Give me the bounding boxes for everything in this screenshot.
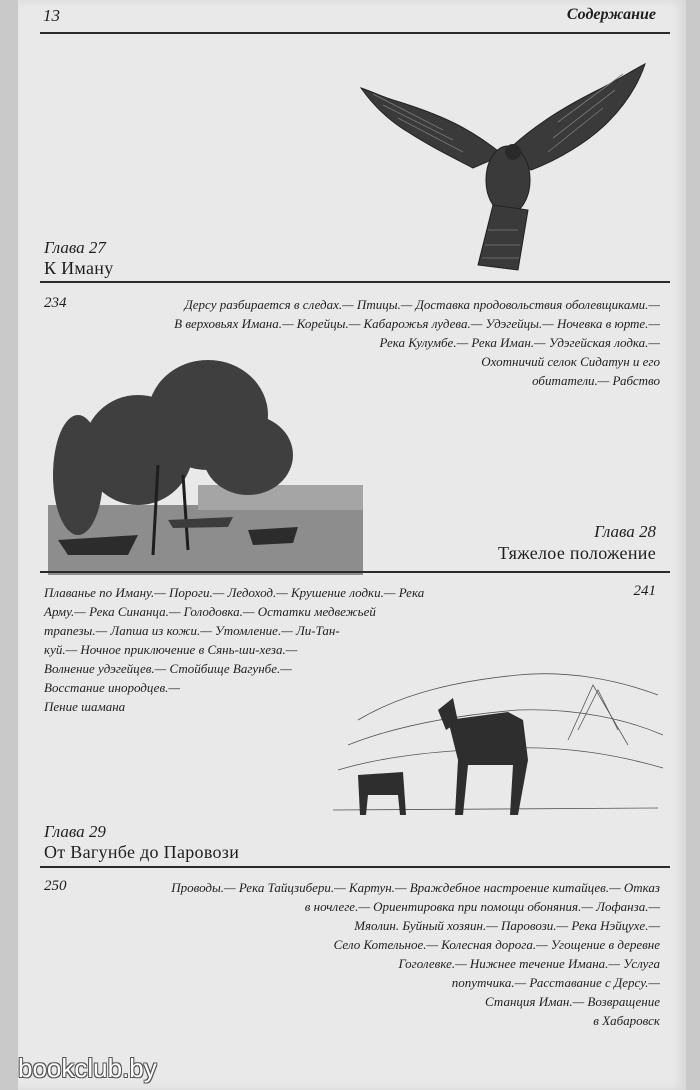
chapter-29-rule [40,866,670,868]
chapter-27-rule [40,281,670,283]
chapter-28-title: Тяжелое положение [498,543,656,563]
chapter-27-title: К Иману [44,258,114,278]
chapter-29-description [100,878,660,1030]
chapter-29-label: Глава 29 [44,822,106,841]
description-line: Мяолин. Буйный хозяин.— Паровози.— Река Нэйцухе.— [354,918,660,933]
bookclub-watermark: bookclub.by [18,1053,157,1083]
description-line: Плаванье по Иману.— Пороги.— Ледоход.— Крушение лодки.— Река [44,585,425,600]
chapter-27-label: Глава 27 [44,238,106,257]
description-line: попутчика.— Расставание с Дерсу.— [451,975,660,990]
description-line: Пение шамана [44,699,126,714]
section-title: Содержание [566,6,656,23]
description-line: Река Кулумбе.— Река Иман.— Удэгейская лодка.— [379,335,660,350]
description-line: обитатели.— Рабство [532,373,660,388]
description-line: Волнение удэгейцев.— Стойбище Вагунбе.— [44,661,292,676]
description-line: В верховьях Имана.— Корейцы.— Кабарожья лудева.— Удэгейцы.— Ночевка в юрте.— [174,316,660,331]
chapter-28-label: Глава 28 [594,522,656,541]
description-line: куй.— Ночное приключение в Сянь-ши-хеза.— [44,642,298,657]
header-rule [40,32,670,34]
description-line: Село Котельное.— Колесная дорога.— Угощение в деревне [333,937,660,952]
page-number: 13 [43,6,60,25]
description-line: Станция Иман.— Возвращение [485,994,660,1009]
description-line: Гоголевке.— Нижнее течение Имана.— Услуга [398,956,660,971]
description-line: Арму.— Река Синанца.— Голодовка.— Остатки медвежьей [44,604,376,619]
chapter-28-page: 241 [633,583,656,599]
description-line: в Хабаровск [593,1013,660,1028]
description-line: Охотничий селок Сидатун и его [481,354,660,369]
description-line: Проводы.— Река Тайцзибери.— Картун.— Враждебное настроение китайцев.— Отказ [171,880,660,895]
description-line: трапезы.— Лапша из кожи.— Утомление.— Ли-Тан- [44,623,340,638]
chapter-29-page: 250 [44,878,67,894]
chapter-29-title: От Вагунбе до Паровози [44,842,240,862]
chapter-27-page: 234 [44,295,67,311]
chapter-28-rule [40,571,670,573]
description-line: в ночлеге.— Ориентировка при помощи обоняния.— Лофанза.— [304,899,660,914]
eagle-illustration [353,60,653,275]
description-line: Дерсу разбирается в следах.— Птицы.— Доставка продовольствия оболевщиками.— [184,297,660,312]
description-line: Восстание инородцев.— [44,680,180,695]
river-landscape-illustration [48,355,363,575]
book-page [18,0,686,1090]
horses-sketch-illustration [318,650,668,840]
